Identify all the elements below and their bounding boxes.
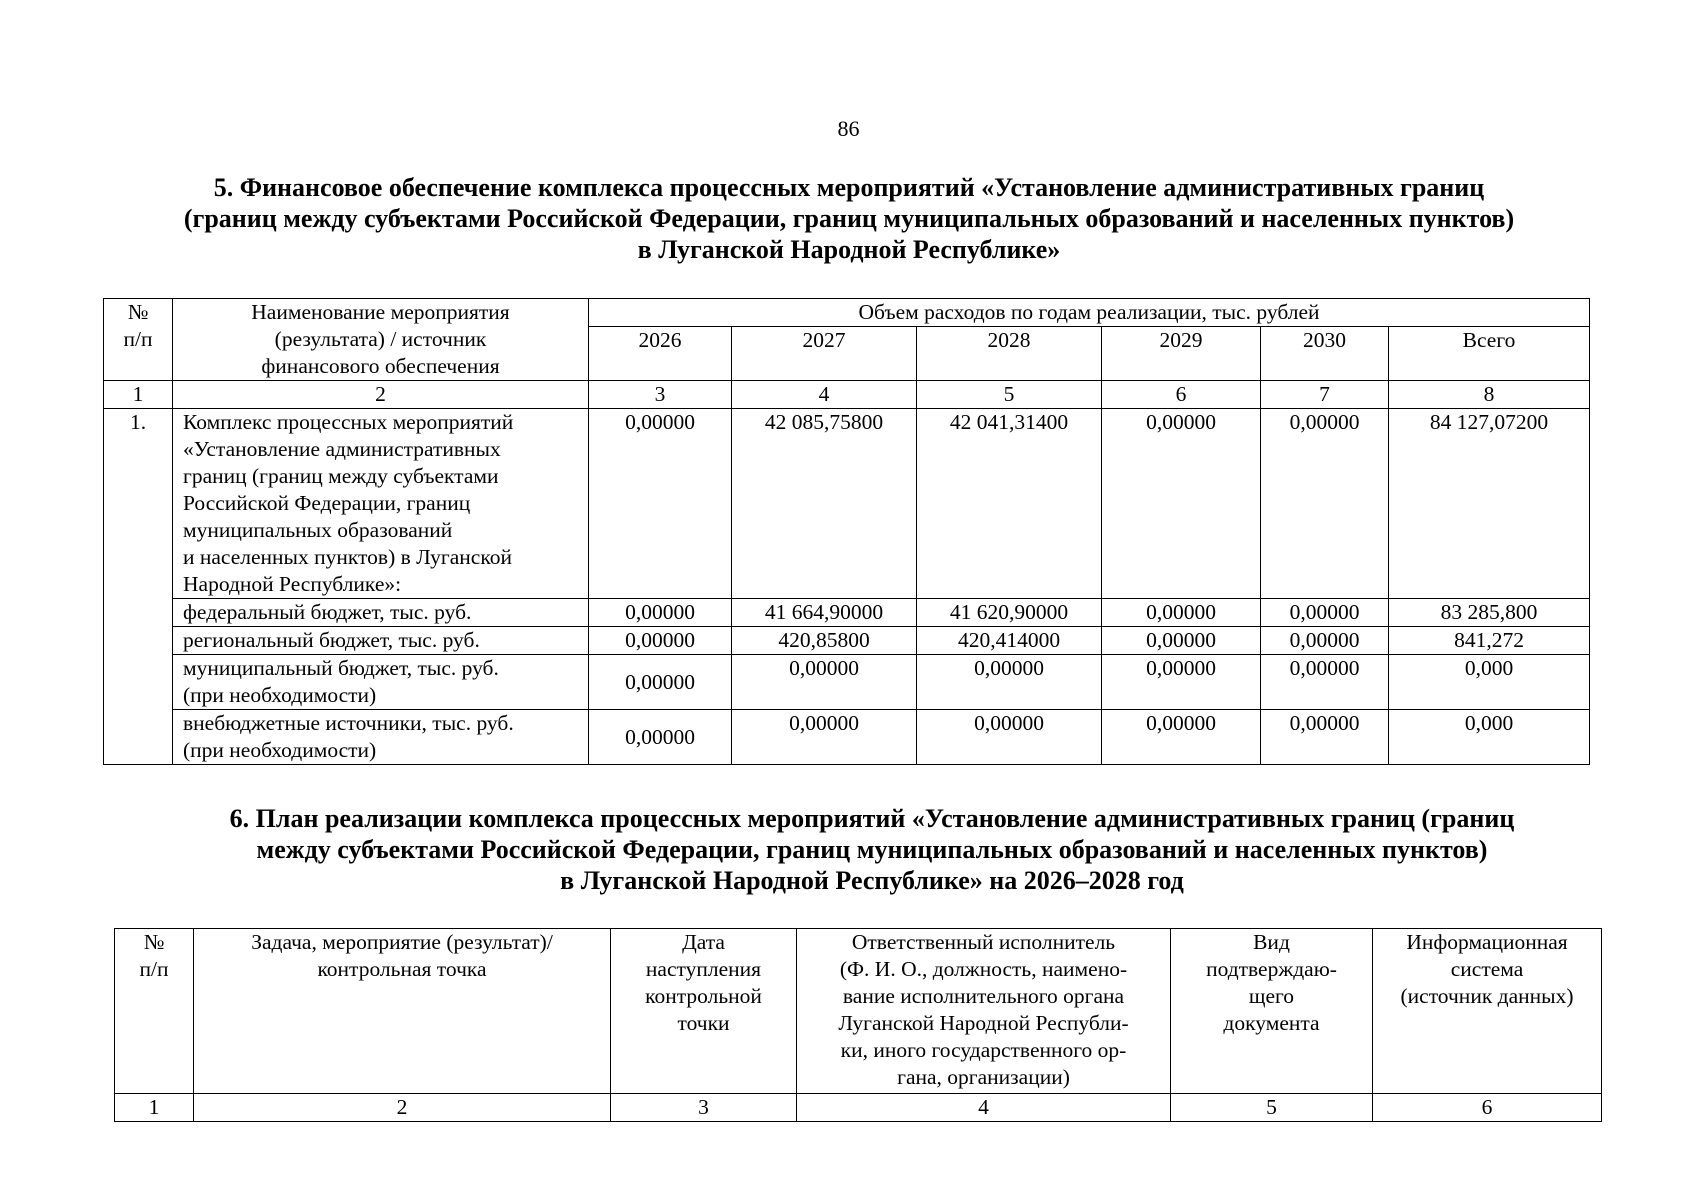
table-row bbox=[104, 655, 1590, 710]
row-value: 84 127,07200 bbox=[1389, 409, 1590, 599]
header-task: Задача, мероприятие (результат)/ контрольная точка bbox=[194, 929, 611, 1094]
row-value: 0,00000 bbox=[1102, 655, 1261, 710]
header-year: 2030 bbox=[1261, 327, 1389, 381]
row-value: 0,00000 bbox=[1102, 627, 1261, 655]
section-6-title bbox=[152, 803, 1592, 896]
header-document-type: Вид подтверждаю- щего документа bbox=[1171, 929, 1373, 1094]
financing-table bbox=[103, 298, 1590, 765]
row-value: 0,00000 bbox=[732, 655, 917, 710]
header-number: № п/п bbox=[115, 929, 194, 1094]
header-number: № п/п bbox=[104, 299, 173, 381]
row-value: 0,00000 bbox=[589, 409, 732, 599]
column-number: 6 bbox=[1102, 381, 1261, 409]
row-value: 0,00000 bbox=[1102, 409, 1261, 599]
row-name: внебюджетные источники, тыс. руб. (при необходимости) bbox=[173, 710, 589, 765]
column-number: 7 bbox=[1261, 381, 1389, 409]
row-value: 0,00000 bbox=[589, 627, 732, 655]
header-year: 2026 bbox=[589, 327, 732, 381]
section-6-title-line: 6. План реализации комплекса процессных мероприятий «Установление административных границ (границ bbox=[229, 804, 1515, 833]
table-row bbox=[104, 599, 1590, 627]
row-value: 0,000 bbox=[1389, 710, 1590, 765]
column-number: 3 bbox=[589, 381, 732, 409]
row-name: Комплекс процессных мероприятий «Установление административных границ (границ между субъектами Российской Федерации, границ муниципальных образований и населенных пунктов) в Луганской Народной Республике»: bbox=[173, 409, 589, 599]
section-5-title-line: 5. Финансовое обеспечение комплекса процессных мероприятий «Установление административных границ bbox=[213, 173, 1485, 202]
section-5-title-line: в Луганской Народной Республике» bbox=[637, 235, 1061, 264]
section-5-title-line: (границ между субъектами Российской Федерации, границ муниципальных образований и населенных пунктов) bbox=[183, 204, 1515, 233]
row-value: 42 085,75800 bbox=[732, 409, 917, 599]
row-name: федеральный бюджет, тыс. руб. bbox=[173, 599, 589, 627]
row-value: 0,00000 bbox=[732, 710, 917, 765]
header-info-system: Информационная система (источник данных) bbox=[1373, 929, 1602, 1094]
column-number: 8 bbox=[1389, 381, 1590, 409]
row-value: 0,00000 bbox=[589, 655, 732, 710]
row-value: 841,272 bbox=[1389, 627, 1590, 655]
row-value: 420,414000 bbox=[917, 627, 1102, 655]
header-expense-volume: Объем расходов по годам реализации, тыс. рублей bbox=[589, 299, 1590, 327]
column-number: 5 bbox=[917, 381, 1102, 409]
row-value: 42 041,31400 bbox=[917, 409, 1102, 599]
column-number: 1 bbox=[115, 1094, 194, 1122]
header-total: Всего bbox=[1389, 327, 1590, 381]
table-row bbox=[104, 409, 1590, 599]
header-year: 2027 bbox=[732, 327, 917, 381]
column-number: 6 bbox=[1373, 1094, 1602, 1122]
row-value: 0,00000 bbox=[1261, 599, 1389, 627]
row-value: 41 620,90000 bbox=[917, 599, 1102, 627]
header-year: 2028 bbox=[917, 327, 1102, 381]
section-5-title bbox=[104, 172, 1594, 265]
row-value: 0,00000 bbox=[589, 599, 732, 627]
header-control-date: Дата наступления контрольной точки bbox=[611, 929, 797, 1094]
row-value: 0,000 bbox=[1389, 655, 1590, 710]
column-number: 4 bbox=[732, 381, 917, 409]
column-number-row bbox=[115, 1094, 1602, 1122]
row-value: 420,85800 bbox=[732, 627, 917, 655]
table-row bbox=[104, 627, 1590, 655]
row-value: 41 664,90000 bbox=[732, 599, 917, 627]
column-number: 5 bbox=[1171, 1094, 1373, 1122]
item-number: 1. bbox=[104, 409, 173, 765]
section-6-title-line: в Луганской Народной Республике» на 2026–2028 год bbox=[560, 866, 1184, 895]
column-number: 2 bbox=[194, 1094, 611, 1122]
table-row bbox=[104, 710, 1590, 765]
column-number: 2 bbox=[173, 381, 589, 409]
column-number-row bbox=[104, 381, 1590, 409]
implementation-plan-table bbox=[114, 928, 1602, 1122]
row-value: 0,00000 bbox=[1102, 599, 1261, 627]
row-value: 0,00000 bbox=[917, 710, 1102, 765]
column-number: 4 bbox=[797, 1094, 1171, 1122]
column-number: 3 bbox=[611, 1094, 797, 1122]
row-value: 0,00000 bbox=[1261, 710, 1389, 765]
row-value: 0,00000 bbox=[1261, 655, 1389, 710]
section-6-title-line: между субъектами Российской Федерации, границ муниципальных образований и населенных пунктов) bbox=[256, 835, 1488, 864]
row-value: 0,00000 bbox=[1261, 627, 1389, 655]
header-year: 2029 bbox=[1102, 327, 1261, 381]
table-header-row bbox=[115, 929, 1602, 1094]
header-responsible: Ответственный исполнитель (Ф. И. О., должность, наимено- вание исполнительного органа Луганской Народной Республи- ки, иного государственного ор- гана, организации) bbox=[797, 929, 1171, 1094]
row-value: 0,00000 bbox=[917, 655, 1102, 710]
row-value: 0,00000 bbox=[589, 710, 732, 765]
page-number: 86 bbox=[837, 116, 860, 141]
row-value: 83 285,800 bbox=[1389, 599, 1590, 627]
row-value: 0,00000 bbox=[1261, 409, 1389, 599]
row-value: 0,00000 bbox=[1102, 710, 1261, 765]
row-name: региональный бюджет, тыс. руб. bbox=[173, 627, 589, 655]
row-name: муниципальный бюджет, тыс. руб. (при необходимости) bbox=[173, 655, 589, 710]
table-header-row bbox=[104, 299, 1590, 327]
header-name: Наименование мероприятия (результата) / источник финансового обеспечения bbox=[173, 299, 589, 381]
column-number: 1 bbox=[104, 381, 173, 409]
